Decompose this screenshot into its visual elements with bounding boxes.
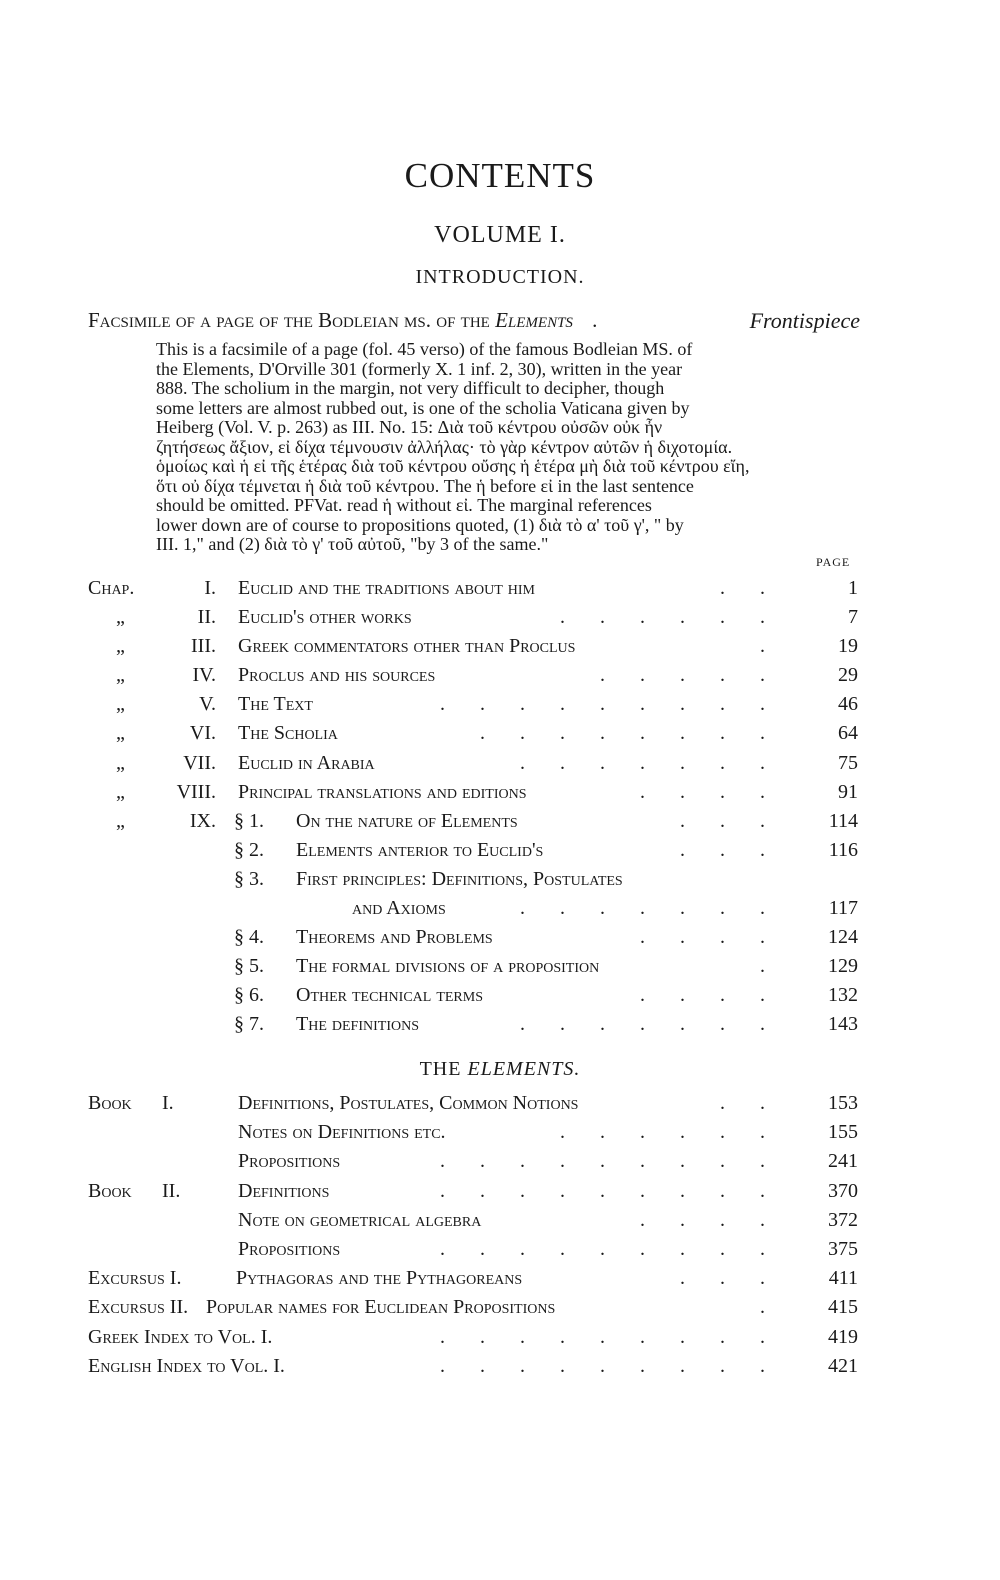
chapter-number: VIII.: [176, 781, 216, 803]
toc-row: [0, 781, 1000, 810]
chapter-title: Euclid in Arabia: [238, 752, 375, 774]
toc-row: [0, 810, 1000, 839]
section-number: § 4.: [234, 926, 264, 948]
leader-dots: . . . . . . .: [520, 897, 780, 919]
desc-line: some letters are almost rubbed out, is one of the scholia Vaticana given by: [156, 397, 690, 418]
book-number: II.: [162, 1180, 181, 1202]
toc-row: [0, 839, 1000, 868]
leader-dots: . . . . . . . .: [480, 722, 780, 744]
page-number: 7: [848, 606, 858, 628]
page-number: 29: [838, 664, 858, 686]
toc-row: [0, 1180, 1000, 1209]
desc-line: ὅτι οὐ δίχα τέμνεται ἡ διὰ τοῦ κέντρου. The ἡ before εἰ in the last sentence: [156, 475, 694, 496]
chapter-title: Greek commentators other than Proclus: [238, 635, 576, 657]
chapter-number: IV.: [192, 664, 216, 686]
chapter-number: II.: [197, 606, 216, 628]
desc-line: ζητήσεως ἄξιον, εἰ δίχα τέμνουσιν ἀλλήλας· τὸ γὰρ κέντρον αὐτῶν ἡ διχοτομία.: [156, 436, 733, 457]
leader-dots: . .: [720, 1092, 780, 1114]
book-entry-title: Propositions: [238, 1150, 341, 1172]
page-number: 421: [828, 1355, 858, 1377]
chapter-number: VII.: [183, 752, 216, 774]
page-title: CONTENTS: [404, 156, 596, 195]
section-title: Elements anterior to Euclid's: [296, 839, 544, 861]
page-number: 19: [838, 635, 858, 657]
elements-prefix: THE: [419, 1058, 462, 1080]
book-entry-title: Propositions: [238, 1238, 341, 1260]
toc-row: [0, 897, 1000, 926]
facsimile-description: [156, 340, 776, 555]
leader-dots: . . .: [680, 1267, 780, 1289]
toc-row: [0, 984, 1000, 1013]
section-title: Other technical terms: [296, 984, 483, 1006]
leader-dots: .: [760, 955, 780, 977]
section-number: § 5.: [234, 955, 264, 977]
book-entry-title: Notes on Definitions etc.: [238, 1121, 446, 1143]
page-number: 411: [828, 1267, 858, 1289]
facsimile-dot: .: [592, 308, 598, 332]
section-title: The definitions: [296, 1013, 419, 1035]
book-entry-title: Definitions, Postulates, Common Notions: [238, 1092, 579, 1114]
desc-line: the Elements, D'Orville 301 (formerly X. 1 inf. 2, 30), written in the year: [156, 358, 683, 379]
toc-row: [0, 664, 1000, 693]
section-title: Theorems and Problems: [296, 926, 493, 948]
page-column-header: PAGE: [816, 555, 851, 569]
book-label: Book: [88, 1092, 132, 1114]
toc-row: [0, 635, 1000, 664]
section-number: § 3.: [234, 868, 264, 890]
page-number: 143: [828, 1013, 858, 1035]
page-number: 419: [828, 1326, 858, 1348]
toc-row: [0, 1267, 1000, 1296]
leader-dots: .: [760, 635, 780, 657]
volume-heading: VOLUME I.: [434, 222, 566, 248]
leader-dots: . . . . . .: [560, 1121, 780, 1143]
page-number: 241: [828, 1150, 858, 1172]
section-number: § 1.: [234, 810, 264, 832]
page-number: 75: [838, 752, 858, 774]
desc-line: ὁμοίως καὶ ἡ εἰ τῆς ἑτέρας διὰ τοῦ κέντρου οὔσης ἡ ἑτέρα μὴ διὰ τοῦ κέντρου εἴη,: [156, 456, 750, 476]
chapter-title: Euclid's other works: [238, 606, 412, 628]
page-number: 129: [828, 955, 858, 977]
leader-dots: . . . .: [640, 781, 780, 803]
page-number: 91: [838, 781, 858, 803]
section-title: First principles: Definitions, Postulates: [296, 868, 623, 890]
toc-row: [0, 606, 1000, 635]
toc-row: [0, 926, 1000, 955]
chapter-number: VI.: [189, 722, 216, 744]
page-number: 116: [828, 839, 858, 861]
page-number: 64: [838, 722, 858, 744]
page-number: 375: [828, 1238, 858, 1260]
page-number: 370: [828, 1180, 858, 1202]
leader-dots: . . . .: [640, 1209, 780, 1231]
leader-dots: . . . .: [640, 926, 780, 948]
back-matter-label: Excursus I.: [88, 1267, 182, 1289]
elements-title: ELEMENTS.: [467, 1058, 581, 1080]
chapter-prefix: „: [116, 606, 125, 628]
desc-line: Heiberg (Vol. V. p. 263) as III. No. 15: Διὰ τοῦ κέντρου οὐσῶν οὐκ ἦν: [156, 417, 663, 437]
page-number: 415: [828, 1296, 858, 1318]
page-number: 117: [828, 897, 858, 919]
toc-row: [0, 868, 1000, 897]
leader-dots: . . . . . . . . .: [440, 1150, 780, 1172]
toc-row: [0, 1238, 1000, 1267]
leader-dots: . . . . . . . . .: [440, 1355, 780, 1377]
desc-line: This is a facsimile of a page (fol. 45 verso) of the famous Bodleian MS. of: [156, 339, 693, 359]
chapter-title: Principal translations and editions: [238, 781, 527, 803]
toc-row: [0, 1296, 1000, 1325]
leader-dots: . . . . . .: [560, 606, 780, 628]
elements-heading: [0, 1058, 1000, 1081]
chapter-prefix: „: [116, 781, 125, 803]
leader-dots: . . . . . . . . .: [440, 1326, 780, 1348]
introduction-heading: INTRODUCTION.: [415, 266, 585, 288]
leader-dots: . . .: [680, 839, 780, 861]
book-number: I.: [162, 1092, 174, 1114]
back-matter-label: Greek Index to Vol. I.: [88, 1326, 273, 1348]
book-entry-title: Note on geometrical algebra: [238, 1209, 482, 1231]
chapter-prefix: Chap.: [88, 577, 135, 599]
chapter-number: I.: [204, 577, 216, 599]
back-matter-label: English Index to Vol. I.: [88, 1355, 285, 1377]
toc-row: [0, 693, 1000, 722]
chapter-prefix: „: [116, 693, 125, 715]
toc-row: [0, 1150, 1000, 1179]
desc-line: should be omitted. PFVat. read ἡ without εἰ. The marginal references: [156, 495, 652, 515]
chapter-title: The Text: [238, 693, 313, 715]
page-number: 155: [828, 1121, 858, 1143]
back-matter-label: Excursus II.: [88, 1296, 189, 1318]
back-matter-title: Pythagoras and the Pythagoreans: [236, 1267, 523, 1289]
toc-row: [0, 1092, 1000, 1121]
chapter-number: V.: [199, 693, 216, 715]
toc-row: [0, 1121, 1000, 1150]
section-title: On the nature of Elements: [296, 810, 518, 832]
leader-dots: . . . . . . .: [520, 1013, 780, 1035]
toc-row: [0, 1355, 1000, 1384]
desc-line: III. 1," and (2) διὰ τὸ γ' τοῦ αὐτοῦ, "by 3 of the same.": [156, 534, 549, 554]
leader-dots: . . .: [680, 810, 780, 832]
chapter-number: III.: [191, 635, 216, 657]
page-number: 124: [828, 926, 858, 948]
leader-dots: . . . . . . . . .: [440, 693, 780, 715]
leader-dots: . .: [720, 577, 780, 599]
page-number: 46: [838, 693, 858, 715]
toc-row: [0, 955, 1000, 984]
leader-dots: . . . .: [640, 984, 780, 1006]
section-number: § 6.: [234, 984, 264, 1006]
toc-row: [0, 722, 1000, 751]
section-number: § 2.: [234, 839, 264, 861]
book-label: Book: [88, 1180, 132, 1202]
desc-line: lower down are of course to propositions quoted, (1) διὰ τὸ α' τοῦ γ', " by: [156, 514, 684, 535]
leader-dots: . . . . . . . . .: [440, 1180, 780, 1202]
back-matter-title: Popular names for Euclidean Propositions: [206, 1296, 556, 1318]
book-entry-title: Definitions: [238, 1180, 330, 1202]
toc-row: [0, 752, 1000, 781]
facsimile-label: Facsimile of a page of the Bodleian ms. of the: [88, 308, 490, 332]
chapter-title: Euclid and the traditions about him: [238, 577, 535, 599]
chapter-prefix: „: [116, 664, 125, 686]
page-number: 114: [828, 810, 858, 832]
page-number: 1: [848, 577, 858, 599]
desc-line: 888. The scholium in the margin, not very difficult to decipher, though: [156, 378, 665, 398]
page-number: 132: [828, 984, 858, 1006]
toc-row: [0, 1209, 1000, 1238]
leader-dots: . . . . .: [600, 664, 780, 686]
chapter-title: Proclus and his sources: [238, 664, 436, 686]
section-title: and Axioms: [352, 897, 446, 919]
toc-row: [0, 1326, 1000, 1355]
page-number: 372: [828, 1209, 858, 1231]
chapter-number: IX.: [189, 810, 216, 832]
facsimile-entry: [88, 308, 860, 334]
chapter-prefix: „: [116, 810, 125, 832]
toc-row: [0, 1013, 1000, 1042]
section-title: The formal divisions of a proposition: [296, 955, 600, 977]
leader-dots: . . . . . . . . .: [440, 1238, 780, 1260]
facsimile-location: Frontispiece: [749, 308, 860, 333]
leader-dots: . . . . . . .: [520, 752, 780, 774]
section-number: § 7.: [234, 1013, 264, 1035]
chapter-prefix: „: [116, 635, 125, 657]
leader-dots: .: [760, 1296, 780, 1318]
facsimile-book: Elements: [495, 308, 573, 332]
page-number: 153: [828, 1092, 858, 1114]
chapter-prefix: „: [116, 722, 125, 744]
chapter-title: The Scholia: [238, 722, 338, 744]
chapter-prefix: „: [116, 752, 125, 774]
toc-row: [0, 577, 1000, 606]
